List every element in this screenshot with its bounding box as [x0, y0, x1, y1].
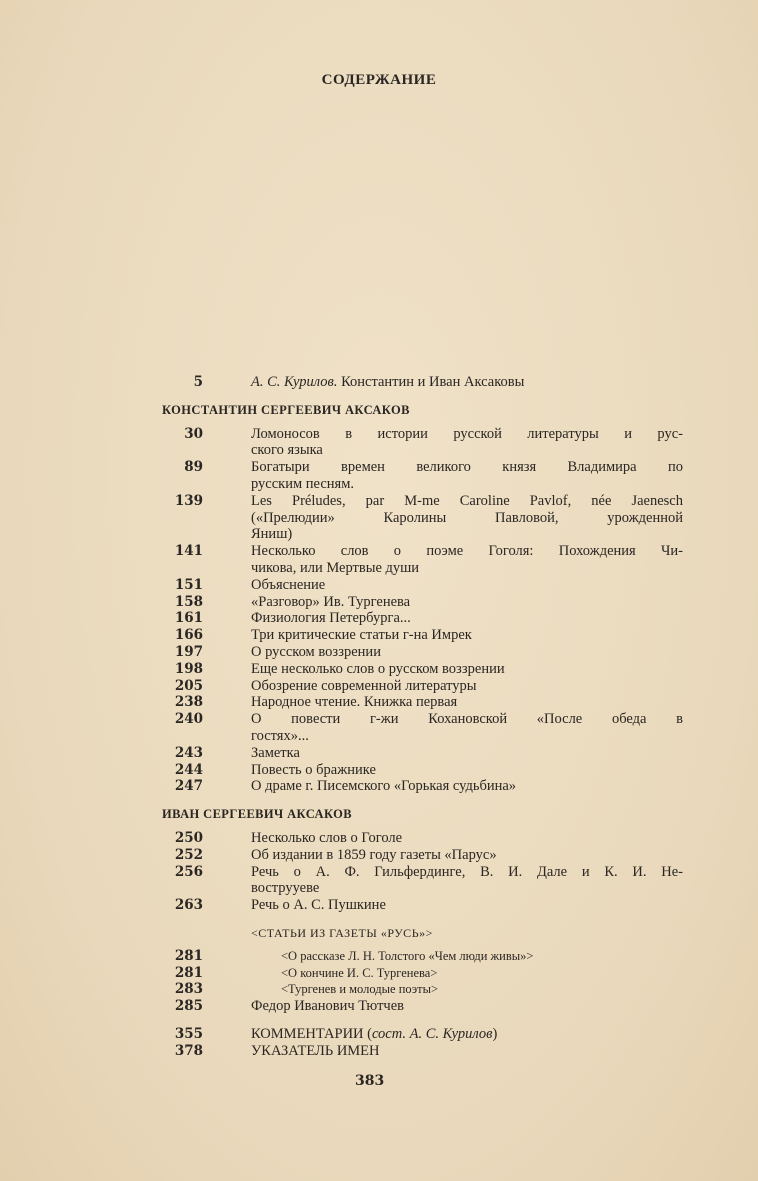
- toc-entry: [160, 981, 690, 998]
- entry-title: [251, 374, 683, 391]
- page-ref: 198: [174, 660, 203, 677]
- toc-entry: [160, 745, 690, 762]
- entry-title: [251, 694, 683, 711]
- entry-line: <О рассказе Л. Н. Толстого «Чем люди живы»>: [281, 948, 534, 963]
- entry-line: Об издании в 1859 году газеты «Парус»: [251, 846, 497, 863]
- entry-line: УКАЗАТЕЛЬ ИМЕН: [251, 1042, 380, 1059]
- entry-title: [251, 745, 683, 762]
- toc-entry: [160, 678, 690, 695]
- author-name: сост. А. С. Курилов: [371, 1025, 493, 1042]
- toc-entry: [160, 493, 690, 543]
- text-part: ): [492, 1025, 498, 1042]
- page-ref: 158: [174, 593, 203, 610]
- entry-title: [251, 661, 683, 678]
- entry-title: [251, 1043, 683, 1060]
- page-ref: 355: [174, 1025, 203, 1042]
- page-ref: 5: [193, 374, 203, 390]
- toc-entry: [160, 897, 690, 914]
- toc-entry: [160, 577, 690, 594]
- toc-entry: [160, 711, 690, 745]
- page-ref: 166: [174, 627, 203, 644]
- toc-entry: [160, 426, 690, 460]
- toc-entry: [160, 1043, 690, 1060]
- toc-entry: [160, 644, 690, 661]
- entry-title: [251, 577, 683, 594]
- page-ref: 139: [174, 492, 203, 509]
- entry-title: [251, 998, 683, 1015]
- page-ref: 197: [174, 643, 203, 660]
- entry-line: гостях»...: [251, 727, 309, 744]
- toc-entry: [160, 965, 690, 982]
- entry-title: [251, 778, 683, 795]
- page-ref: 89: [184, 459, 203, 476]
- toc-entry: [160, 543, 690, 577]
- entry-title: [251, 426, 683, 460]
- entry-line: Объяснение: [251, 576, 326, 593]
- page-ref: 281: [174, 947, 203, 964]
- entry-title: [251, 493, 683, 543]
- entry-line: вострууеве: [251, 880, 320, 897]
- toc-entry: [160, 610, 690, 627]
- page-ref: 161: [174, 610, 203, 627]
- entry-line: Богатыри времен великого князя Владимира по: [251, 459, 683, 476]
- entry-line: («Прелюдии» Каролины Павловой, урожденной: [251, 509, 683, 526]
- toc-entry: [160, 694, 690, 711]
- page-ref: 240: [174, 711, 203, 728]
- entry-line: Яниш): [251, 526, 293, 543]
- entry-line: Повесть о бражнике: [251, 761, 376, 778]
- page-ref: 238: [174, 694, 203, 711]
- table-of-contents: [160, 374, 690, 1059]
- entry-line: О русском воззрении: [251, 643, 381, 660]
- entry-title: [251, 897, 683, 914]
- entry-title: [251, 594, 683, 611]
- entry-title: [251, 762, 683, 779]
- entry-line: О повести г-жи Кохановской «После обеда в: [251, 711, 683, 728]
- entry-title: [251, 830, 683, 847]
- toc-entry: [160, 627, 690, 644]
- entry-title: [251, 543, 683, 577]
- page-ref: 151: [174, 576, 203, 593]
- entry-title: [251, 627, 683, 644]
- entry-line: Речь о А. С. Пушкине: [251, 897, 386, 914]
- page-ref: 141: [174, 543, 203, 560]
- page-ref: 283: [174, 981, 203, 998]
- entry-line: Несколько слов о поэме Гоголя: Похождения Чи-: [251, 543, 683, 560]
- page-ref: 243: [174, 744, 203, 761]
- entry-title: [281, 948, 683, 965]
- toc-entry: [160, 864, 690, 898]
- entry-line: русским песням.: [251, 475, 355, 492]
- toc-entry: [160, 1026, 690, 1043]
- toc-entry: [160, 948, 690, 965]
- entry-line: ского языка: [251, 442, 323, 459]
- toc-entry: [160, 847, 690, 864]
- entry-title: [251, 678, 683, 695]
- page-ref: 244: [174, 761, 203, 778]
- page-ref: 378: [174, 1042, 203, 1059]
- entry-line: Несколько слов о Гоголе: [251, 829, 403, 846]
- entry-line: <Тургенев и молодые поэты>: [281, 982, 439, 997]
- entry-line: Les Préludes, par M-me Caroline Pavlof, née Jaenesch: [251, 492, 683, 509]
- page-ref: 281: [174, 964, 203, 981]
- entry-line: Ломоносов в истории русской литературы и рус-: [251, 425, 683, 442]
- page-ref: 252: [174, 846, 203, 863]
- entry-line: [251, 1026, 683, 1043]
- entry-line: <О кончине И. С. Тургенева>: [281, 965, 438, 980]
- toc-entry: [160, 594, 690, 611]
- entry-line: Физиология Петербурга...: [251, 610, 411, 627]
- entry-title: [251, 864, 683, 898]
- entry-line: Заметка: [251, 744, 300, 761]
- entry-line: Обозрение современной литературы: [251, 677, 477, 694]
- text-part: Константин и Иван Аксаковы: [337, 374, 525, 390]
- entry-line: чикова, или Мертвые души: [251, 559, 420, 576]
- toc-entry: [160, 374, 690, 391]
- entry-title: [251, 711, 683, 745]
- toc-entry: [160, 998, 690, 1015]
- toc-entry: [160, 661, 690, 678]
- entry-line: Еще несколько слов о русском воззрении: [251, 660, 505, 677]
- author-name: А. С. Курилов.: [251, 374, 338, 390]
- entry-line: Три критические статьи г-на Имрек: [251, 627, 472, 644]
- page-ref: 263: [174, 897, 203, 914]
- text-part: КОММЕНТАРИИ (: [251, 1025, 372, 1042]
- entry-title: [251, 610, 683, 627]
- entry-line: Народное чтение. Книжка первая: [251, 694, 458, 711]
- page-ref: 247: [174, 778, 203, 795]
- entry-title: [251, 459, 683, 493]
- section-heading: КОНСТАНТИН СЕРГЕЕВИЧ АКСАКОВ: [162, 402, 410, 417]
- page-number: 383: [355, 1073, 385, 1089]
- section-heading: ИВАН СЕРГЕЕВИЧ АКСАКОВ: [162, 807, 352, 822]
- entry-line: [251, 374, 683, 391]
- entry-title: [281, 981, 683, 998]
- spacer: [160, 1015, 690, 1026]
- toc-entry: [160, 778, 690, 795]
- subsection-heading: <СТАТЬИ ИЗ ГАЗЕТЫ «РУСЬ»>: [251, 925, 433, 940]
- toc-entry: [160, 459, 690, 493]
- toc-entry: [160, 762, 690, 779]
- entry-line: О драме г. Писемского «Горькая судьбина»: [251, 778, 517, 795]
- entry-title: [251, 1026, 683, 1043]
- page-ref: 250: [174, 829, 203, 846]
- entry-title: [281, 965, 683, 982]
- entry-title: [251, 644, 683, 661]
- entry-title: [251, 847, 683, 864]
- page-title: СОДЕРЖАНИЕ: [321, 72, 437, 88]
- entry-line: Федор Иванович Тютчев: [251, 998, 404, 1015]
- toc-entry: [160, 830, 690, 847]
- entry-line: Речь о А. Ф. Гильфердинге, В. И. Дале и К. И. Не-: [251, 863, 683, 880]
- entry-line: «Разговор» Ив. Тургенева: [251, 593, 411, 610]
- page-ref: 256: [174, 863, 203, 880]
- page-ref: 30: [184, 425, 203, 442]
- page-ref: 285: [174, 998, 203, 1015]
- page-ref: 205: [174, 677, 203, 694]
